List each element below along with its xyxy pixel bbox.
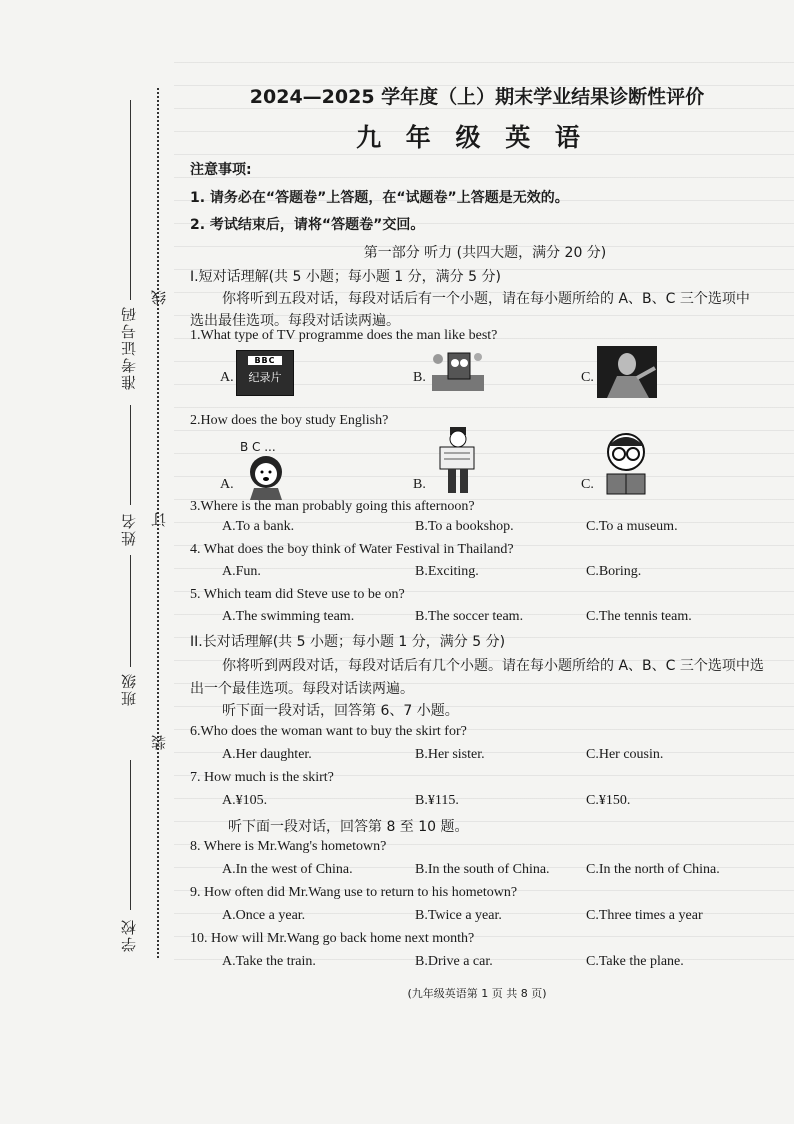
q3-option-c: C.To a museum. xyxy=(586,519,678,534)
bbc-logo: BBC xyxy=(248,356,282,365)
q2-letters: B C ... xyxy=(240,440,276,454)
q9-option-a: A.Once a year. xyxy=(222,908,306,923)
q3-stem: 3.Where is the man probably going this afternoon? xyxy=(190,499,475,514)
q6-stem: 6.Who does the woman want to buy the skirt for? xyxy=(190,724,467,739)
class-label: 班级 xyxy=(120,672,138,706)
q5-stem: 5. Which team did Steve use to be on? xyxy=(190,587,405,602)
school-label: 学校 xyxy=(120,918,138,952)
class-blank xyxy=(130,555,131,667)
q6-option-a: A.Her daughter. xyxy=(222,747,312,762)
notes-heading: 注意事项: xyxy=(190,162,252,178)
boy-reading-newspaper-image xyxy=(432,425,482,497)
binding-mark-xian: 线 xyxy=(150,290,168,305)
q7-option-a: A.¥105. xyxy=(222,793,268,808)
q7-option-b: B.¥115. xyxy=(415,793,459,808)
page-footer: (九年级英语第 1 页 共 8 页) xyxy=(407,987,547,1000)
name-label: 姓名 xyxy=(120,512,138,546)
q3-option-b: B.To a bookshop. xyxy=(415,519,514,534)
sec2-instruction-1: 你将听到两段对话，每段对话后有几个小题。请在每小题所给的 A、B、C 三个选项中选 xyxy=(222,658,764,674)
q2-option-b: B. xyxy=(413,477,426,492)
sec2-heading: II.长对话理解(共 5 小题；每小题 1 分，满分 5 分) xyxy=(190,634,506,650)
sec2-instruction-2: 出一个最佳选项。每段对话读两遍。 xyxy=(190,681,414,697)
q8-option-a: A.In the west of China. xyxy=(222,862,353,877)
q6-option-c: C.Her cousin. xyxy=(586,747,664,762)
q5-option-a: A.The swimming team. xyxy=(222,609,355,624)
exam-id-label: 准考证号码 xyxy=(120,305,138,390)
q4-option-b: B.Exciting. xyxy=(415,564,479,579)
q7-stem: 7. How much is the skirt? xyxy=(190,770,334,785)
documentary-caption: 纪录片 xyxy=(248,371,282,384)
action-movie-image xyxy=(597,346,657,398)
q4-stem: 4. What does the boy think of Water Festival in Thailand? xyxy=(190,542,514,557)
q8-option-c: C.In the north of China. xyxy=(586,862,720,877)
q2-option-a: A. xyxy=(220,477,234,492)
girl-singing-image xyxy=(240,452,290,500)
q1-stem: 1.What type of TV programme does the man like best? xyxy=(190,328,498,343)
documentary-tv-image xyxy=(236,350,294,396)
q10-stem: 10. How will Mr.Wang go back home next month? xyxy=(190,931,475,946)
part1-heading: 第一部分 听力 (共四大题，满分 20 分) xyxy=(363,245,607,261)
q9-option-b: B.Twice a year. xyxy=(415,908,502,923)
note-item-2: 2. 考试结束后，请将“答题卷”交回。 xyxy=(190,217,425,233)
q7-option-c: C.¥150. xyxy=(586,793,631,808)
q9-stem: 9. How often did Mr.Wang use to return to his hometown? xyxy=(190,885,518,900)
binding-mark-ding: 订 xyxy=(150,512,168,527)
sec1-instruction-2: 选出最佳选项。每段对话读两遍。 xyxy=(190,313,400,329)
dialog-intro-2: 听下面一段对话，回答第 8 至 10 题。 xyxy=(228,819,469,835)
q10-option-b: B.Drive a car. xyxy=(415,954,493,969)
sec1-instruction-1: 你将听到五段对话，每段对话后有一个小题，请在每小题所给的 A、B、C 三个选项中 xyxy=(222,291,750,307)
exam-title: 2024—2025 学年度（上）期末学业结果诊断性评价 xyxy=(249,86,705,108)
school-blank xyxy=(130,760,131,910)
q2-stem: 2.How does the boy study English? xyxy=(190,413,389,428)
binding-mark-zhuang: 装 xyxy=(150,735,168,750)
q4-option-c: C.Boring. xyxy=(586,564,642,579)
q9-option-c: C.Three times a year xyxy=(586,908,703,923)
name-blank xyxy=(130,405,131,505)
q1-option-c: C. xyxy=(581,370,594,385)
boy-with-book-image xyxy=(597,430,655,498)
q6-option-b: B.Her sister. xyxy=(415,747,485,762)
q2-option-c: C. xyxy=(581,477,594,492)
binding-margin xyxy=(0,0,180,1124)
sec1-heading: I.短对话理解(共 5 小题；每小题 1 分，满分 5 分) xyxy=(190,269,501,285)
q4-option-a: A.Fun. xyxy=(222,564,261,579)
subject-title: 九 年 级 英 语 xyxy=(356,123,588,152)
q5-option-b: B.The soccer team. xyxy=(415,609,524,624)
q8-option-b: B.In the south of China. xyxy=(415,862,550,877)
note-item-1: 1. 请务必在“答题卷”上答题，在“试题卷”上答题是无效的。 xyxy=(190,190,569,206)
q10-option-a: A.Take the train. xyxy=(222,954,316,969)
cartoon-tv-image xyxy=(428,345,488,393)
q3-option-a: A.To a bank. xyxy=(222,519,295,534)
q10-option-c: C.Take the plane. xyxy=(586,954,684,969)
q8-stem: 8. Where is Mr.Wang's hometown? xyxy=(190,839,387,854)
q1-option-a: A. xyxy=(220,370,234,385)
q1-option-b: B. xyxy=(413,370,426,385)
q5-option-c: C.The tennis team. xyxy=(586,609,692,624)
dialog-intro-1: 听下面一段对话，回答第 6、7 小题。 xyxy=(222,703,459,719)
